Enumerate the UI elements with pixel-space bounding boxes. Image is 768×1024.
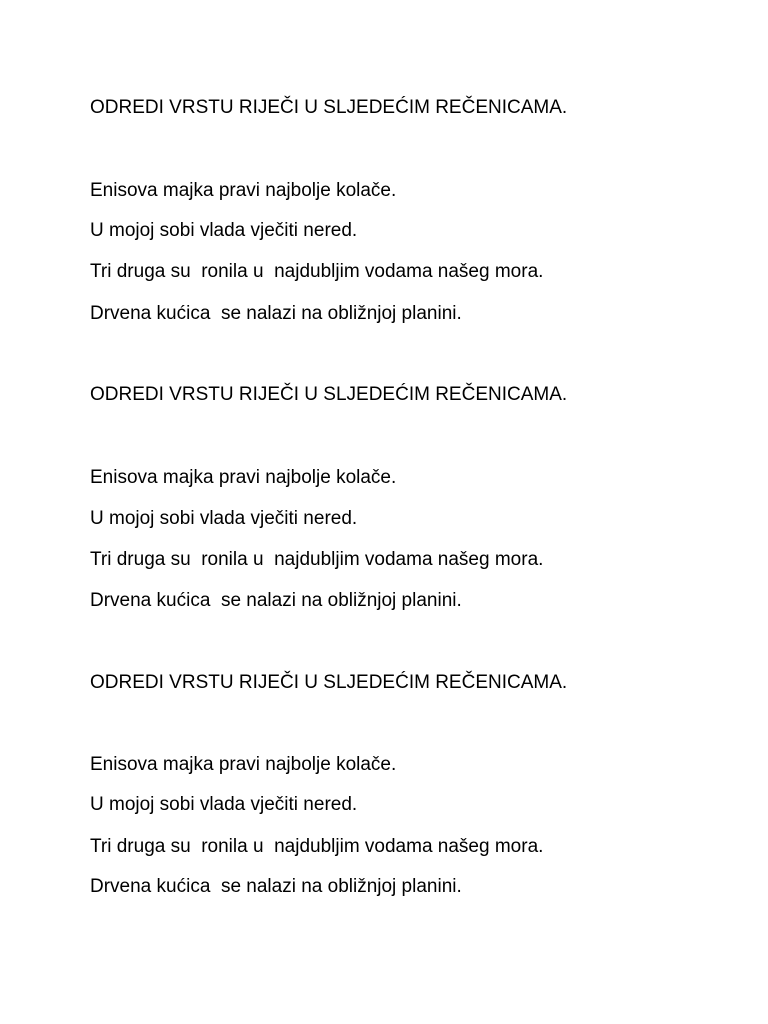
exercise-sentence: Tri druga su ronila u najdubljim vodama našeg mora. [90,549,544,570]
exercise-sentence: Tri druga su ronila u najdubljim vodama našeg mora. [90,836,544,857]
exercise-heading: ODREDI VRSTU RIJEČI U SLJEDEĆIM REČENICAMA. [90,384,568,405]
exercise-sentence: U mojoj sobi vlada vječiti nered. [90,508,358,529]
exercise-sentence: U mojoj sobi vlada vječiti nered. [90,794,358,815]
exercise-sentence: U mojoj sobi vlada vječiti nered. [90,220,358,241]
exercise-sentence: Enisova majka pravi najbolje kolače. [90,467,397,488]
exercise-sentence: Enisova majka pravi najbolje kolače. [90,180,397,201]
exercise-sentence: Tri druga su ronila u najdubljim vodama našeg mora. [90,261,544,282]
exercise-sentence: Drvena kućica se nalazi na obližnjoj planini. [90,876,462,897]
exercise-heading: ODREDI VRSTU RIJEČI U SLJEDEĆIM REČENICAMA. [90,672,568,693]
exercise-heading: ODREDI VRSTU RIJEČI U SLJEDEĆIM REČENICAMA. [90,97,568,118]
exercise-sentence: Drvena kućica se nalazi na obližnjoj planini. [90,303,462,324]
exercise-sentence: Drvena kućica se nalazi na obližnjoj planini. [90,590,462,611]
exercise-sentence: Enisova majka pravi najbolje kolače. [90,754,397,775]
